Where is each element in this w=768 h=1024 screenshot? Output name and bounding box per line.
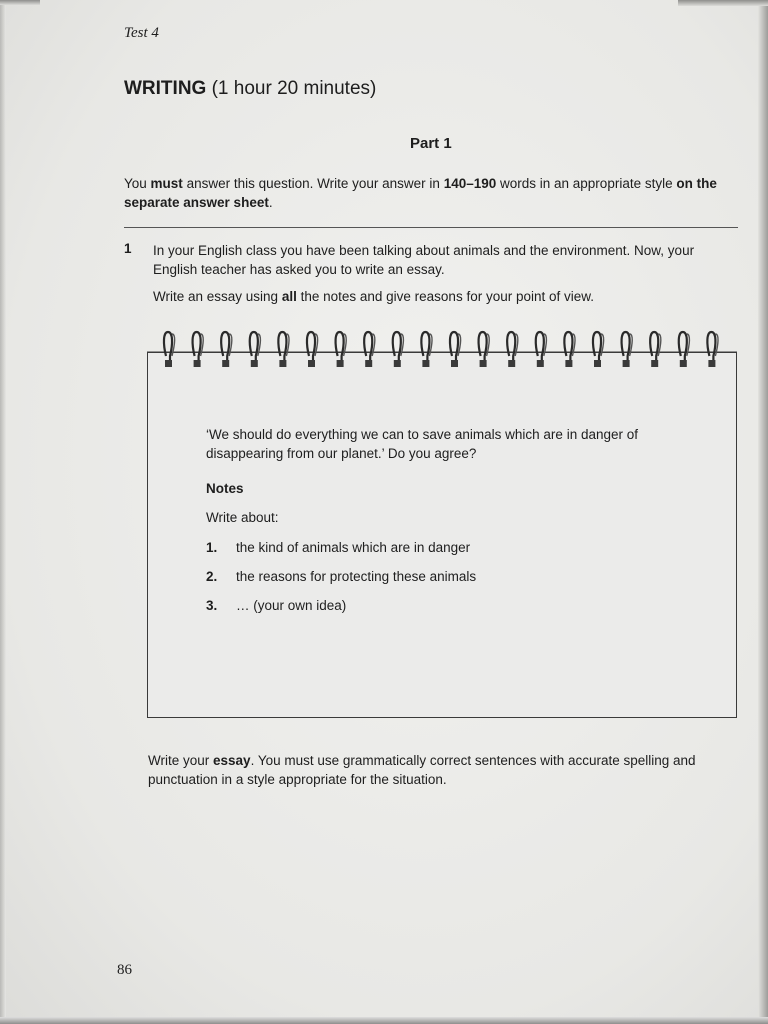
instructions <box>124 174 744 212</box>
spiral-ring <box>650 332 661 367</box>
spiral-ring <box>307 332 318 367</box>
notepad-box <box>147 352 737 718</box>
spiral-ring <box>336 332 347 367</box>
divider-rule <box>124 227 738 228</box>
task-bold: all <box>281 289 297 304</box>
spiral-ring <box>507 332 518 367</box>
note-item-number: 3. <box>206 598 218 613</box>
instructions-text: words in an appropriate style <box>496 176 677 191</box>
closing-bold: essay <box>213 753 251 768</box>
closing-instructions <box>148 751 738 789</box>
note-item-text: the reasons for protecting these animals <box>236 569 477 584</box>
note-item-number: 1. <box>206 540 218 555</box>
spiral-ring <box>593 332 604 367</box>
spiral-binding-icon <box>147 326 737 368</box>
page-edge-top-left <box>0 0 40 5</box>
spiral-ring <box>450 332 461 367</box>
write-about-label: Write about: <box>206 510 279 525</box>
spiral-ring <box>221 332 232 367</box>
instructions-text: . <box>268 195 273 210</box>
closing-text: Write your <box>148 753 214 768</box>
note-item <box>206 598 346 613</box>
section-title-bold: WRITING <box>124 78 207 99</box>
instructions-bold: on the separate answer sheet <box>124 176 717 210</box>
spiral-ring <box>421 332 432 367</box>
note-item-text: the kind of animals which are in danger <box>236 540 471 555</box>
notes-heading: Notes <box>206 481 244 496</box>
question-number: 1 <box>124 241 132 256</box>
page-edge-left <box>0 0 6 1024</box>
page-number: 86 <box>117 962 132 978</box>
spiral-ring <box>250 332 261 367</box>
running-head: Test 4 <box>124 25 159 41</box>
spiral-ring <box>479 332 490 367</box>
spiral-ring <box>164 332 175 367</box>
section-title <box>124 78 376 100</box>
note-item <box>206 569 476 584</box>
page-edge-right <box>758 0 768 1024</box>
task-text: the notes and give reasons for your point of view. <box>296 289 595 304</box>
spiral-ring <box>364 332 375 367</box>
spiral-ring <box>393 332 404 367</box>
essay-prompt: ‘We should do everything we can to save animals which are in danger of disappearing from our planet.’ Do you agree? <box>206 427 638 461</box>
spiral-ring <box>622 332 633 367</box>
instructions-word-count: 140–190 <box>443 176 497 191</box>
instructions-text: You <box>124 176 151 191</box>
instructions-bold: must <box>150 176 183 191</box>
page-edge-bottom <box>0 1017 768 1024</box>
task-text: Write an essay using <box>153 289 282 304</box>
spiral-ring <box>193 332 204 367</box>
spiral-ring <box>679 332 690 367</box>
question-text: In your English class you have been talking about animals and the environment. Now, your English teacher has asked you to write an essay. <box>153 243 695 277</box>
note-item-text: … (your own idea) <box>236 598 347 613</box>
spiral-ring <box>278 332 289 367</box>
question-task <box>153 289 738 304</box>
note-item <box>206 540 470 555</box>
page-edge-top-right <box>678 0 768 6</box>
note-item-number: 2. <box>206 569 218 584</box>
spiral-ring <box>536 332 547 367</box>
spiral-ring <box>564 332 575 367</box>
instructions-text: answer this question. Write your answer in <box>182 176 444 191</box>
closing-text: . You must use grammatically correct sentences with accurate spelling and punctuation in a style appropriate for the situation. <box>148 753 696 787</box>
spiral-ring <box>707 332 718 367</box>
part-title: Part 1 <box>410 135 452 152</box>
section-title-duration: (1 hour 20 minutes) <box>206 78 377 99</box>
